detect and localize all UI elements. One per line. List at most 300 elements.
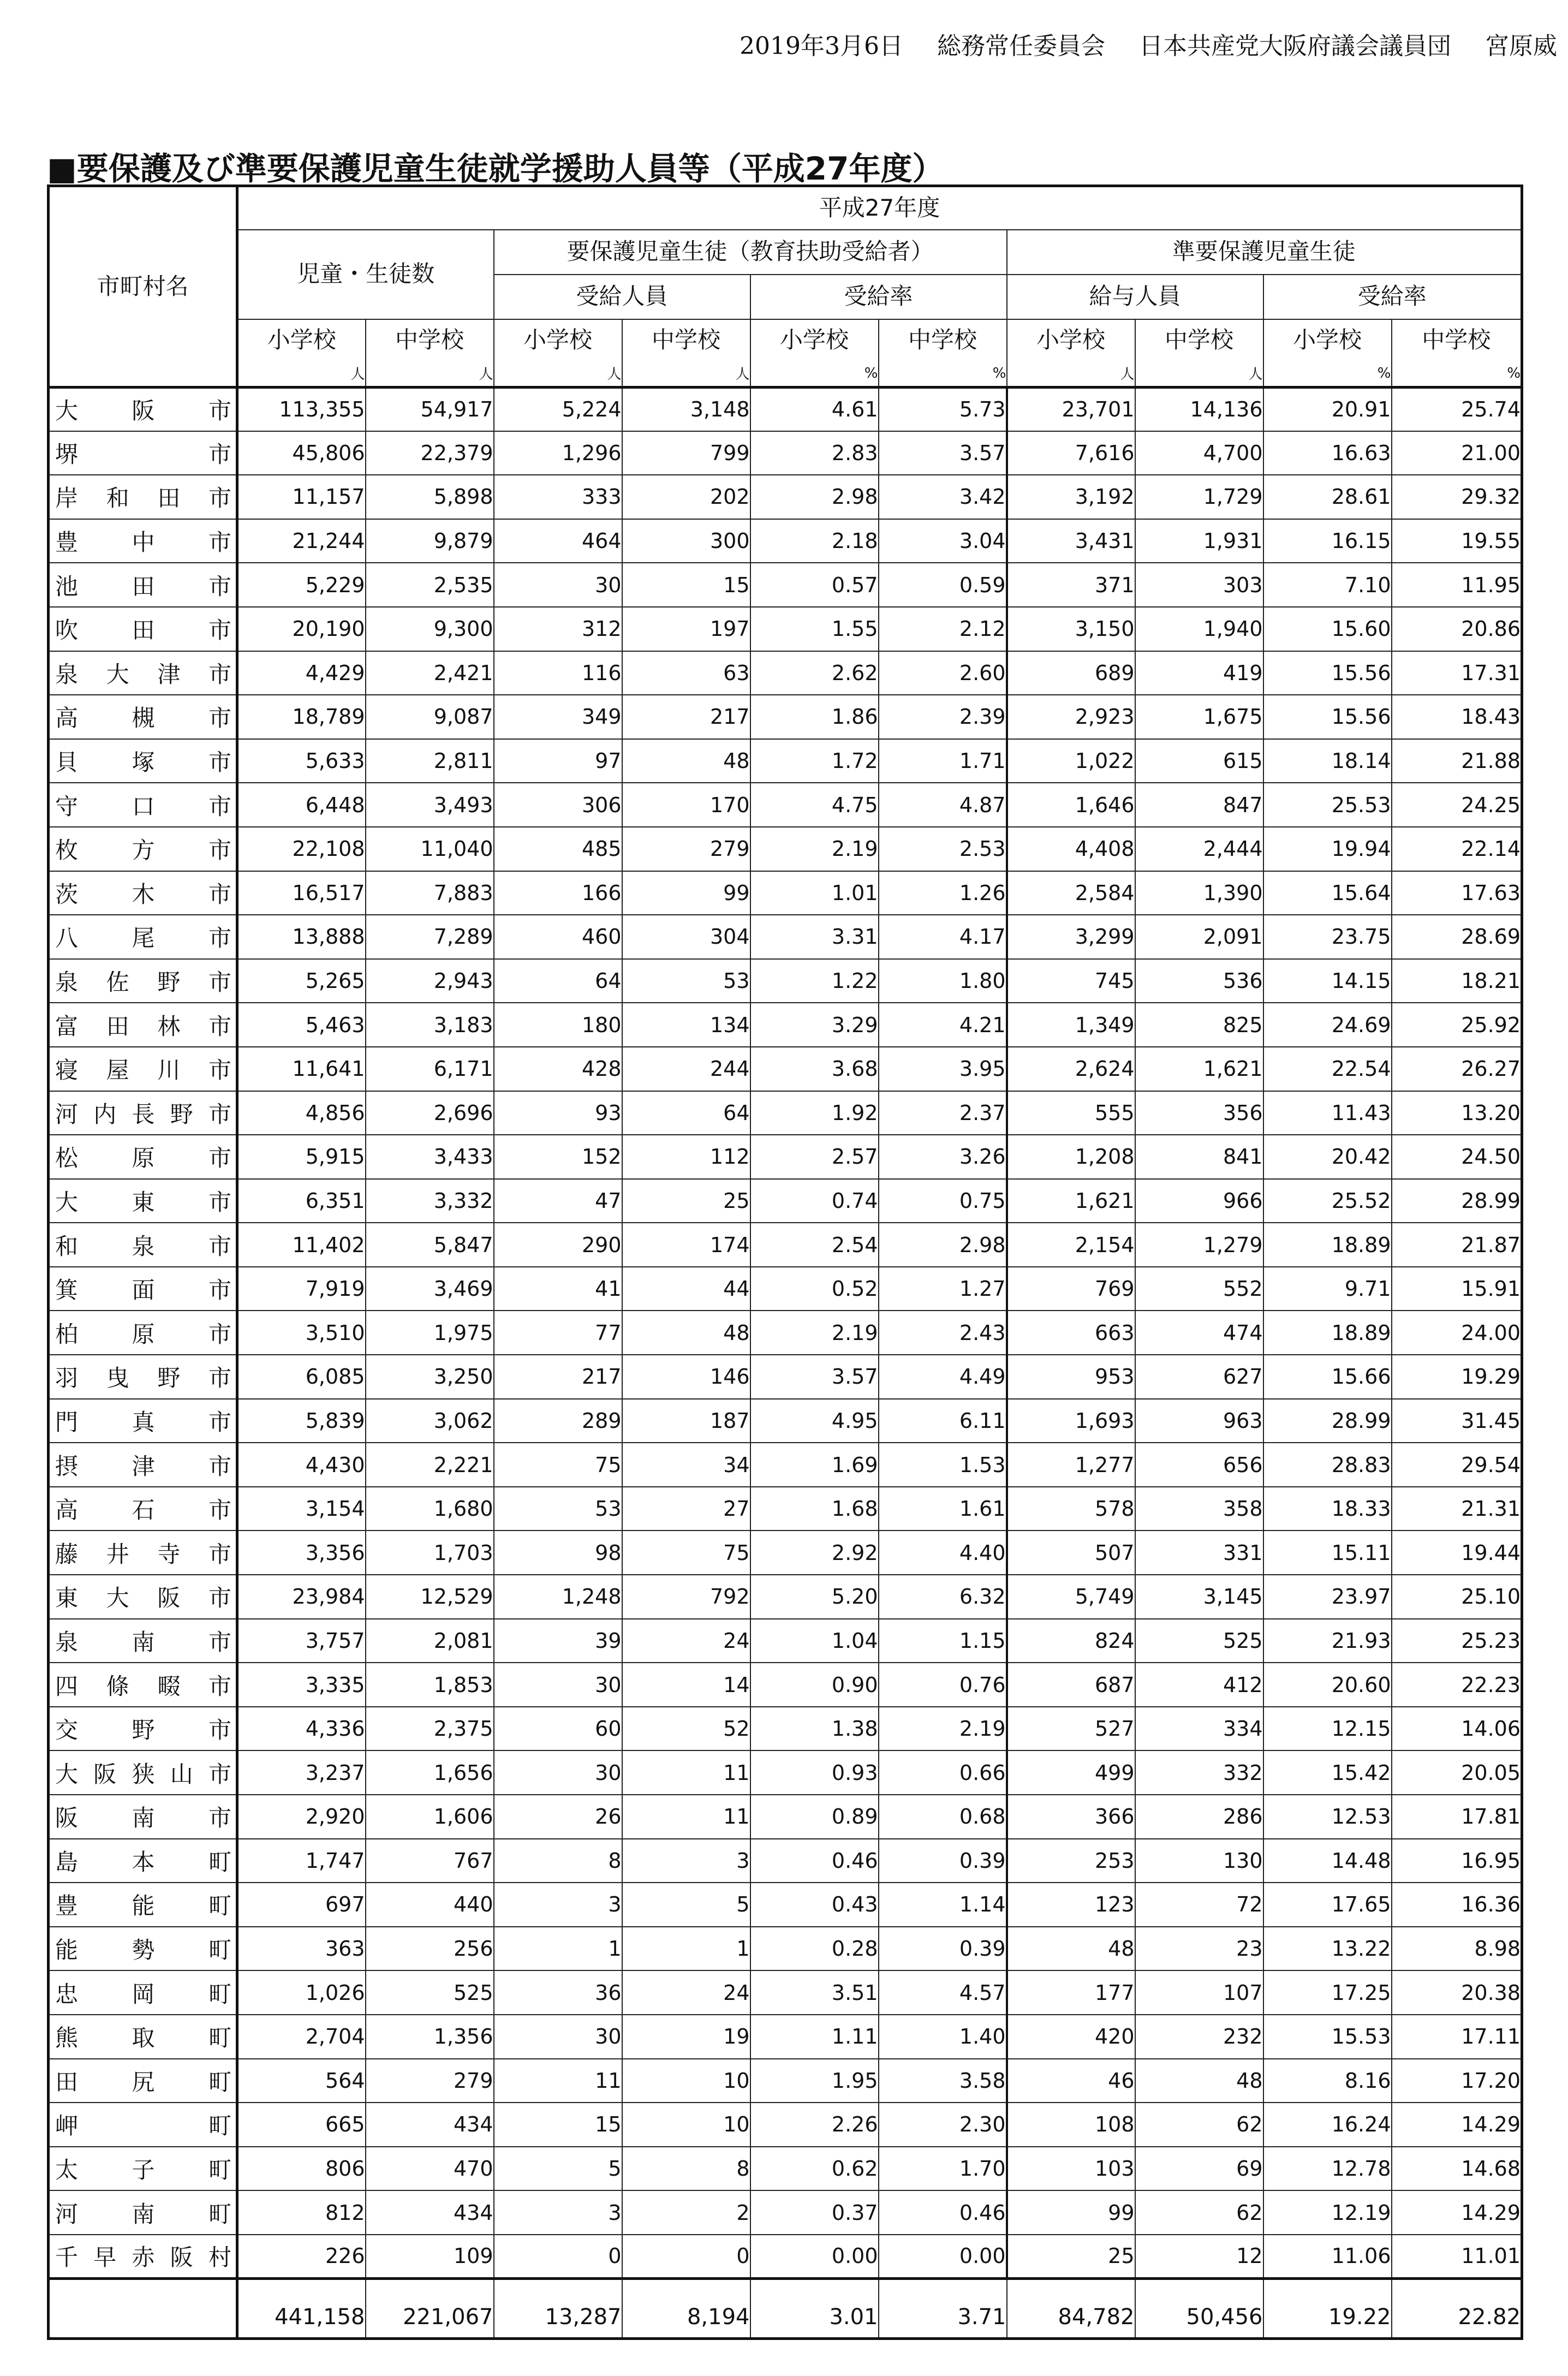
table-row [49,1663,1522,1707]
table-cell: 3,150 [1007,607,1135,651]
table-cell: 9,087 [366,695,494,739]
table-cell: 1.92 [750,1091,879,1135]
table-cell: 1.86 [750,695,879,739]
table-row [49,1795,1522,1839]
table-row [49,1443,1522,1487]
table-cell: 3,469 [366,1267,494,1311]
municipality-name-text: 島 本 町 [55,1848,231,1875]
table-cell: 2,375 [366,1707,494,1751]
municipality-name [49,915,237,959]
table-cell: 5.20 [750,1575,879,1619]
table-cell: 1.68 [750,1487,879,1531]
table-cell: 0.93 [750,1750,879,1795]
table-cell: 2,091 [1135,915,1263,959]
table-cell: 5.73 [879,387,1007,431]
table-row [49,1750,1522,1795]
table-cell: 20.60 [1263,1663,1392,1707]
table-cell: 460 [494,915,622,959]
table-cell: 3,332 [366,1179,494,1223]
table-cell: 75 [622,1531,750,1575]
municipality-name [49,1839,237,1883]
table-cell: 21.31 [1392,1487,1522,1531]
table-cell: 19.94 [1263,827,1392,871]
table-cell: 202 [622,475,750,519]
table-cell: 2,535 [366,563,494,607]
table-cell: 197 [622,607,750,651]
table-cell: 6,448 [237,783,366,827]
municipality-name [49,607,237,651]
table-cell: 0.59 [879,563,1007,607]
table-cell: 4.40 [879,1531,1007,1575]
table-cell: 24.69 [1263,1003,1392,1047]
table-cell: 5,633 [237,739,366,783]
table-cell: 3.42 [879,475,1007,519]
table-cell: 2,584 [1007,871,1135,915]
table-cell: 3,148 [622,387,750,431]
municipality-name [49,1619,237,1663]
table-cell: 23,984 [237,1575,366,1619]
table-cell: 1.80 [879,959,1007,1003]
table-cell: 304 [622,915,750,959]
table-cell: 5,898 [366,475,494,519]
municipality-name [49,2190,237,2235]
table-cell: 2,221 [366,1443,494,1487]
header-payees: 給与人員 [1007,275,1263,319]
table-cell: 3.04 [879,519,1007,563]
table-cell: 11.01 [1392,2235,1522,2279]
table-cell: 363 [237,1927,366,1971]
table-cell: 99 [1007,2190,1135,2235]
table-cell: 0.68 [879,1795,1007,1839]
table-cell: 25.53 [1263,783,1392,827]
table-cell: 289 [494,1399,622,1443]
table-cell: 332 [1135,1750,1263,1795]
table-cell: 24.50 [1392,1135,1522,1179]
table-cell: 12,529 [366,1575,494,1619]
table-cell: 187 [622,1399,750,1443]
table-cell: 1.14 [879,1883,1007,1927]
table-cell: 3,250 [366,1355,494,1399]
table-cell: 8.98 [1392,1927,1522,1971]
table-row [49,563,1522,607]
table-cell: 93 [494,1091,622,1135]
table-row [49,1311,1522,1355]
table-cell: 420 [1007,2015,1135,2059]
table-cell: 9,879 [366,519,494,563]
table-cell: 1.26 [879,871,1007,915]
municipality-name [49,1707,237,1751]
municipality-name [49,1487,237,1531]
table-cell: 2,154 [1007,1223,1135,1267]
header-protected: 要保護児童生徒（教育扶助受給者） [494,230,1007,275]
table-cell: 745 [1007,959,1135,1003]
municipality-name [49,1750,237,1795]
table-cell: 62 [1135,2103,1263,2147]
table-cell: 2.83 [750,431,879,475]
table-cell: 17.65 [1263,1883,1392,1927]
table-cell: 63 [622,651,750,695]
table-cell: 841 [1135,1135,1263,1179]
table-cell: 54,917 [366,387,494,431]
table-cell: 5,915 [237,1135,366,1179]
table-cell: 14.15 [1263,959,1392,1003]
unit-label: 人 [237,361,366,388]
table-cell: 1.15 [879,1619,1007,1663]
table-cell: 3.29 [750,1003,879,1047]
table-row [49,1135,1522,1179]
table-cell: 4.87 [879,783,1007,827]
municipality-name [49,1795,237,1839]
table-cell: 16.36 [1392,1883,1522,1927]
table-cell: 11,641 [237,1047,366,1091]
table-cell: 2.57 [750,1135,879,1179]
table-cell: 18.21 [1392,959,1522,1003]
table-cell: 12.53 [1263,1795,1392,1839]
table-row [49,607,1522,651]
header-year: 平成27年度 [237,186,1522,230]
table-cell: 2,704 [237,2015,366,2059]
table-cell: 3,299 [1007,915,1135,959]
municipality-name-text: 能 勢 町 [55,1937,231,1964]
table-cell: 4.49 [879,1355,1007,1399]
table-row [49,1223,1522,1267]
table-cell: 17.81 [1392,1795,1522,1839]
municipality-name [49,1399,237,1443]
table-cell: 0.89 [750,1795,879,1839]
table-cell: 62 [1135,2190,1263,2235]
table-cell: 134 [622,1003,750,1047]
unit-label: 人 [622,361,750,388]
table-cell: 525 [1135,1619,1263,1663]
table-cell: 11.06 [1263,2235,1392,2279]
table-row [49,1179,1522,1223]
table-cell: 0.00 [879,2235,1007,2279]
header-junior-high: 中学校 [366,319,494,361]
table-cell: 2,943 [366,959,494,1003]
table-cell: 279 [622,827,750,871]
table-cell: 306 [494,783,622,827]
table-cell: 20.86 [1392,607,1522,651]
table-cell: 20,190 [237,607,366,651]
header-party: 日本共産党大阪府議会議員団 [1139,32,1451,60]
table-cell: 17.63 [1392,871,1522,915]
table-cell: 507 [1007,1531,1135,1575]
table-cell: 12.19 [1263,2190,1392,2235]
table-cell: 1,279 [1135,1223,1263,1267]
municipality-name [49,563,237,607]
table-cell: 1,693 [1007,1399,1135,1443]
table-row [49,1003,1522,1047]
municipality-name [49,739,237,783]
municipality-name [49,1091,237,1135]
table-row [49,871,1522,915]
table-cell: 0.00 [750,2235,879,2279]
table-cell: 24.25 [1392,783,1522,827]
assistance-table [47,184,1523,2340]
table-row [49,959,1522,1003]
table-cell: 16,517 [237,871,366,915]
table-cell: 16.63 [1263,431,1392,475]
table-cell: 25.52 [1263,1179,1392,1223]
table-cell: 0.66 [879,1750,1007,1795]
table-cell: 564 [237,2059,366,2103]
table-cell: 4,429 [237,651,366,695]
table-cell: 5,847 [366,1223,494,1267]
table-cell: 474 [1135,1311,1263,1355]
table-cell: 30 [494,2015,622,2059]
table-cell: 0.28 [750,1927,879,1971]
total-cell: 84,782 [1007,2279,1135,2339]
table-cell: 1,621 [1007,1179,1135,1223]
header-elementary: 小学校 [1263,319,1392,361]
table-cell: 1,656 [366,1750,494,1795]
table-cell: 28.99 [1392,1179,1522,1223]
table-cell: 22.23 [1392,1663,1522,1707]
table-cell: 3.57 [750,1355,879,1399]
table-cell: 767 [366,1839,494,1883]
table-cell: 26.27 [1392,1047,1522,1091]
table-cell: 4,856 [237,1091,366,1135]
table-cell: 1.38 [750,1707,879,1751]
table-cell: 3.31 [750,915,879,959]
table-cell: 1,022 [1007,739,1135,783]
header-recipients: 受給人員 [494,275,750,319]
municipality-name [49,1355,237,1399]
municipality-name-text: 千 早 赤 阪 村 [55,2244,231,2271]
table-cell: 963 [1135,1399,1263,1443]
municipality-name-text: 忠 岡 町 [55,1980,231,2008]
table-cell: 4,430 [237,1443,366,1487]
table-cell: 1.71 [879,739,1007,783]
table-cell: 1.55 [750,607,879,651]
table-cell: 8.16 [1263,2059,1392,2103]
table-cell: 6.11 [879,1399,1007,1443]
table-cell: 3 [494,1883,622,1927]
table-cell: 41 [494,1267,622,1311]
table-cell: 3,757 [237,1619,366,1663]
table-cell: 15.60 [1263,607,1392,651]
table-cell: 21.00 [1392,431,1522,475]
table-cell: 663 [1007,1311,1135,1355]
table-cell: 12 [1135,2235,1263,2279]
table-cell: 15.42 [1263,1750,1392,1795]
table-cell: 3.68 [750,1047,879,1091]
table-cell: 0.37 [750,2190,879,2235]
municipality-name [49,651,237,695]
header-junior-high: 中学校 [1135,319,1263,361]
table-row [49,1531,1522,1575]
table-cell: 24 [622,1970,750,2015]
table-cell: 334 [1135,1707,1263,1751]
table-cell: 0.75 [879,1179,1007,1223]
table-cell: 22,379 [366,431,494,475]
table-cell: 0.90 [750,1663,879,1707]
table-cell: 1,853 [366,1663,494,1707]
header-elementary: 小学校 [237,319,366,361]
municipality-name-text: 大 東 市 [55,1188,231,1216]
table-cell: 29.54 [1392,1443,1522,1487]
header-municipality: 市町村名 [49,186,237,388]
header-semi-protected: 準要保護児童生徒 [1007,230,1522,275]
unit-label: % [879,361,1007,388]
municipality-name-text: 八 尾 市 [55,925,231,952]
table-cell: 217 [622,695,750,739]
table-cell: 14.29 [1392,2190,1522,2235]
municipality-name-text: 豊 中 市 [55,529,231,556]
table-cell: 3.58 [879,2059,1007,2103]
municipality-name [49,2235,237,2279]
table-row [49,827,1522,871]
table-row [49,1839,1522,1883]
table-cell: 1,026 [237,1970,366,2015]
municipality-name-text: 寝 屋 川 市 [55,1057,231,1084]
table-cell: 464 [494,519,622,563]
total-cell: 3.01 [750,2279,879,2339]
table-cell: 627 [1135,1355,1263,1399]
table-cell: 358 [1135,1487,1263,1531]
total-cell: 221,067 [366,2279,494,2339]
table-cell: 11.43 [1263,1091,1392,1135]
table-cell: 69 [1135,2147,1263,2191]
table-cell: 17.25 [1263,1970,1392,2015]
table-cell: 1,703 [366,1531,494,1575]
table-cell: 412 [1135,1663,1263,1707]
municipality-name [49,1311,237,1355]
table-cell: 1,675 [1135,695,1263,739]
table-cell: 824 [1007,1619,1135,1663]
table-cell: 953 [1007,1355,1135,1399]
table-cell: 16.24 [1263,2103,1392,2147]
municipality-name [49,959,237,1003]
table-cell: 19.29 [1392,1355,1522,1399]
municipality-name-text: 羽 曳 野 市 [55,1365,231,1392]
table-cell: 130 [1135,1839,1263,1883]
table-cell: 6,351 [237,1179,366,1223]
table-cell: 2.18 [750,519,879,563]
table-cell: 2.12 [879,607,1007,651]
table-cell: 1.53 [879,1443,1007,1487]
table-cell: 25.92 [1392,1003,1522,1047]
table-cell: 279 [366,2059,494,2103]
municipality-name-text: 泉 南 市 [55,1628,231,1656]
table-cell: 0.39 [879,1927,1007,1971]
table-cell: 2,920 [237,1795,366,1839]
table-cell: 9.71 [1263,1267,1392,1311]
table-cell: 17.20 [1392,2059,1522,2103]
table-cell: 7.10 [1263,563,1392,607]
table-cell: 2.43 [879,1311,1007,1355]
table-cell: 0.46 [750,1839,879,1883]
table-cell: 253 [1007,1839,1135,1883]
table-cell: 1.72 [750,739,879,783]
table-cell: 23,701 [1007,387,1135,431]
table-cell: 13,888 [237,915,366,959]
municipality-name [49,1970,237,2015]
table-row [49,475,1522,519]
table-cell: 244 [622,1047,750,1091]
table-cell: 4,408 [1007,827,1135,871]
table-cell: 6,171 [366,1047,494,1091]
table-cell: 3.57 [879,431,1007,475]
table-cell: 0.39 [879,1839,1007,1883]
unit-label: 人 [1135,361,1263,388]
table-cell: 30 [494,1750,622,1795]
municipality-name-text: 熊 取 町 [55,2024,231,2052]
municipality-name [49,431,237,475]
table-cell: 371 [1007,563,1135,607]
table-cell: 28.69 [1392,915,1522,959]
table-cell: 8 [622,2147,750,2191]
table-cell: 17.31 [1392,651,1522,695]
table-cell: 15.11 [1263,1531,1392,1575]
table-cell: 555 [1007,1091,1135,1135]
table-cell: 14.29 [1392,2103,1522,2147]
table-row [49,1575,1522,1619]
table-cell: 15.56 [1263,695,1392,739]
municipality-name [49,1179,237,1223]
municipality-name-text: 富 田 林 市 [55,1013,231,1040]
table-cell: 217 [494,1355,622,1399]
municipality-name [49,2103,237,2147]
table-cell: 4.57 [879,1970,1007,2015]
municipality-name-text: 田 尻 町 [55,2068,231,2095]
table-cell: 5 [622,1883,750,1927]
municipality-name-text: 豊 能 町 [55,1892,231,1920]
table-cell: 15 [494,2103,622,2147]
table-cell: 333 [494,475,622,519]
table-row [49,1047,1522,1091]
table-cell: 2,923 [1007,695,1135,739]
table-cell: 98 [494,1531,622,1575]
municipality-name-text: 阪 南 市 [55,1805,231,1832]
table-cell: 1.40 [879,2015,1007,2059]
table-cell: 20.38 [1392,1970,1522,2015]
table-row [49,387,1522,431]
municipality-name-text: 河 南 町 [55,2200,231,2228]
municipality-name-text: 交 野 市 [55,1717,231,1744]
table-cell: 434 [366,2103,494,2147]
municipality-name-text: 大 阪 市 [55,397,231,425]
table-cell: 2,624 [1007,1047,1135,1091]
table-cell: 2.19 [879,1707,1007,1751]
table-cell: 3,493 [366,783,494,827]
table-cell: 20.42 [1263,1135,1392,1179]
table-cell: 24.00 [1392,1311,1522,1355]
municipality-name-text: 大 阪 狭 山 市 [55,1760,231,1788]
municipality-name-text: 摂 津 市 [55,1452,231,1480]
table-cell: 3 [622,1839,750,1883]
table-cell: 3.51 [750,1970,879,2015]
municipality-name-text: 枚 方 市 [55,837,231,864]
table-cell: 18.43 [1392,695,1522,739]
table-cell: 103 [1007,2147,1135,2191]
municipality-name-text: 河 内 長 野 市 [55,1100,231,1128]
table-cell: 31.45 [1392,1399,1522,1443]
table-cell: 1,680 [366,1487,494,1531]
table-cell: 25 [1007,2235,1135,2279]
table-cell: 419 [1135,651,1263,695]
table-cell: 4.95 [750,1399,879,1443]
table-cell: 47 [494,1179,622,1223]
header-junior-high: 中学校 [1392,319,1522,361]
table-cell: 15.56 [1263,651,1392,695]
table-cell: 64 [494,959,622,1003]
total-row [49,2279,1522,2339]
municipality-name [49,1135,237,1179]
table-cell: 525 [366,1970,494,2015]
table-cell: 1,975 [366,1311,494,1355]
table-cell: 45,806 [237,431,366,475]
